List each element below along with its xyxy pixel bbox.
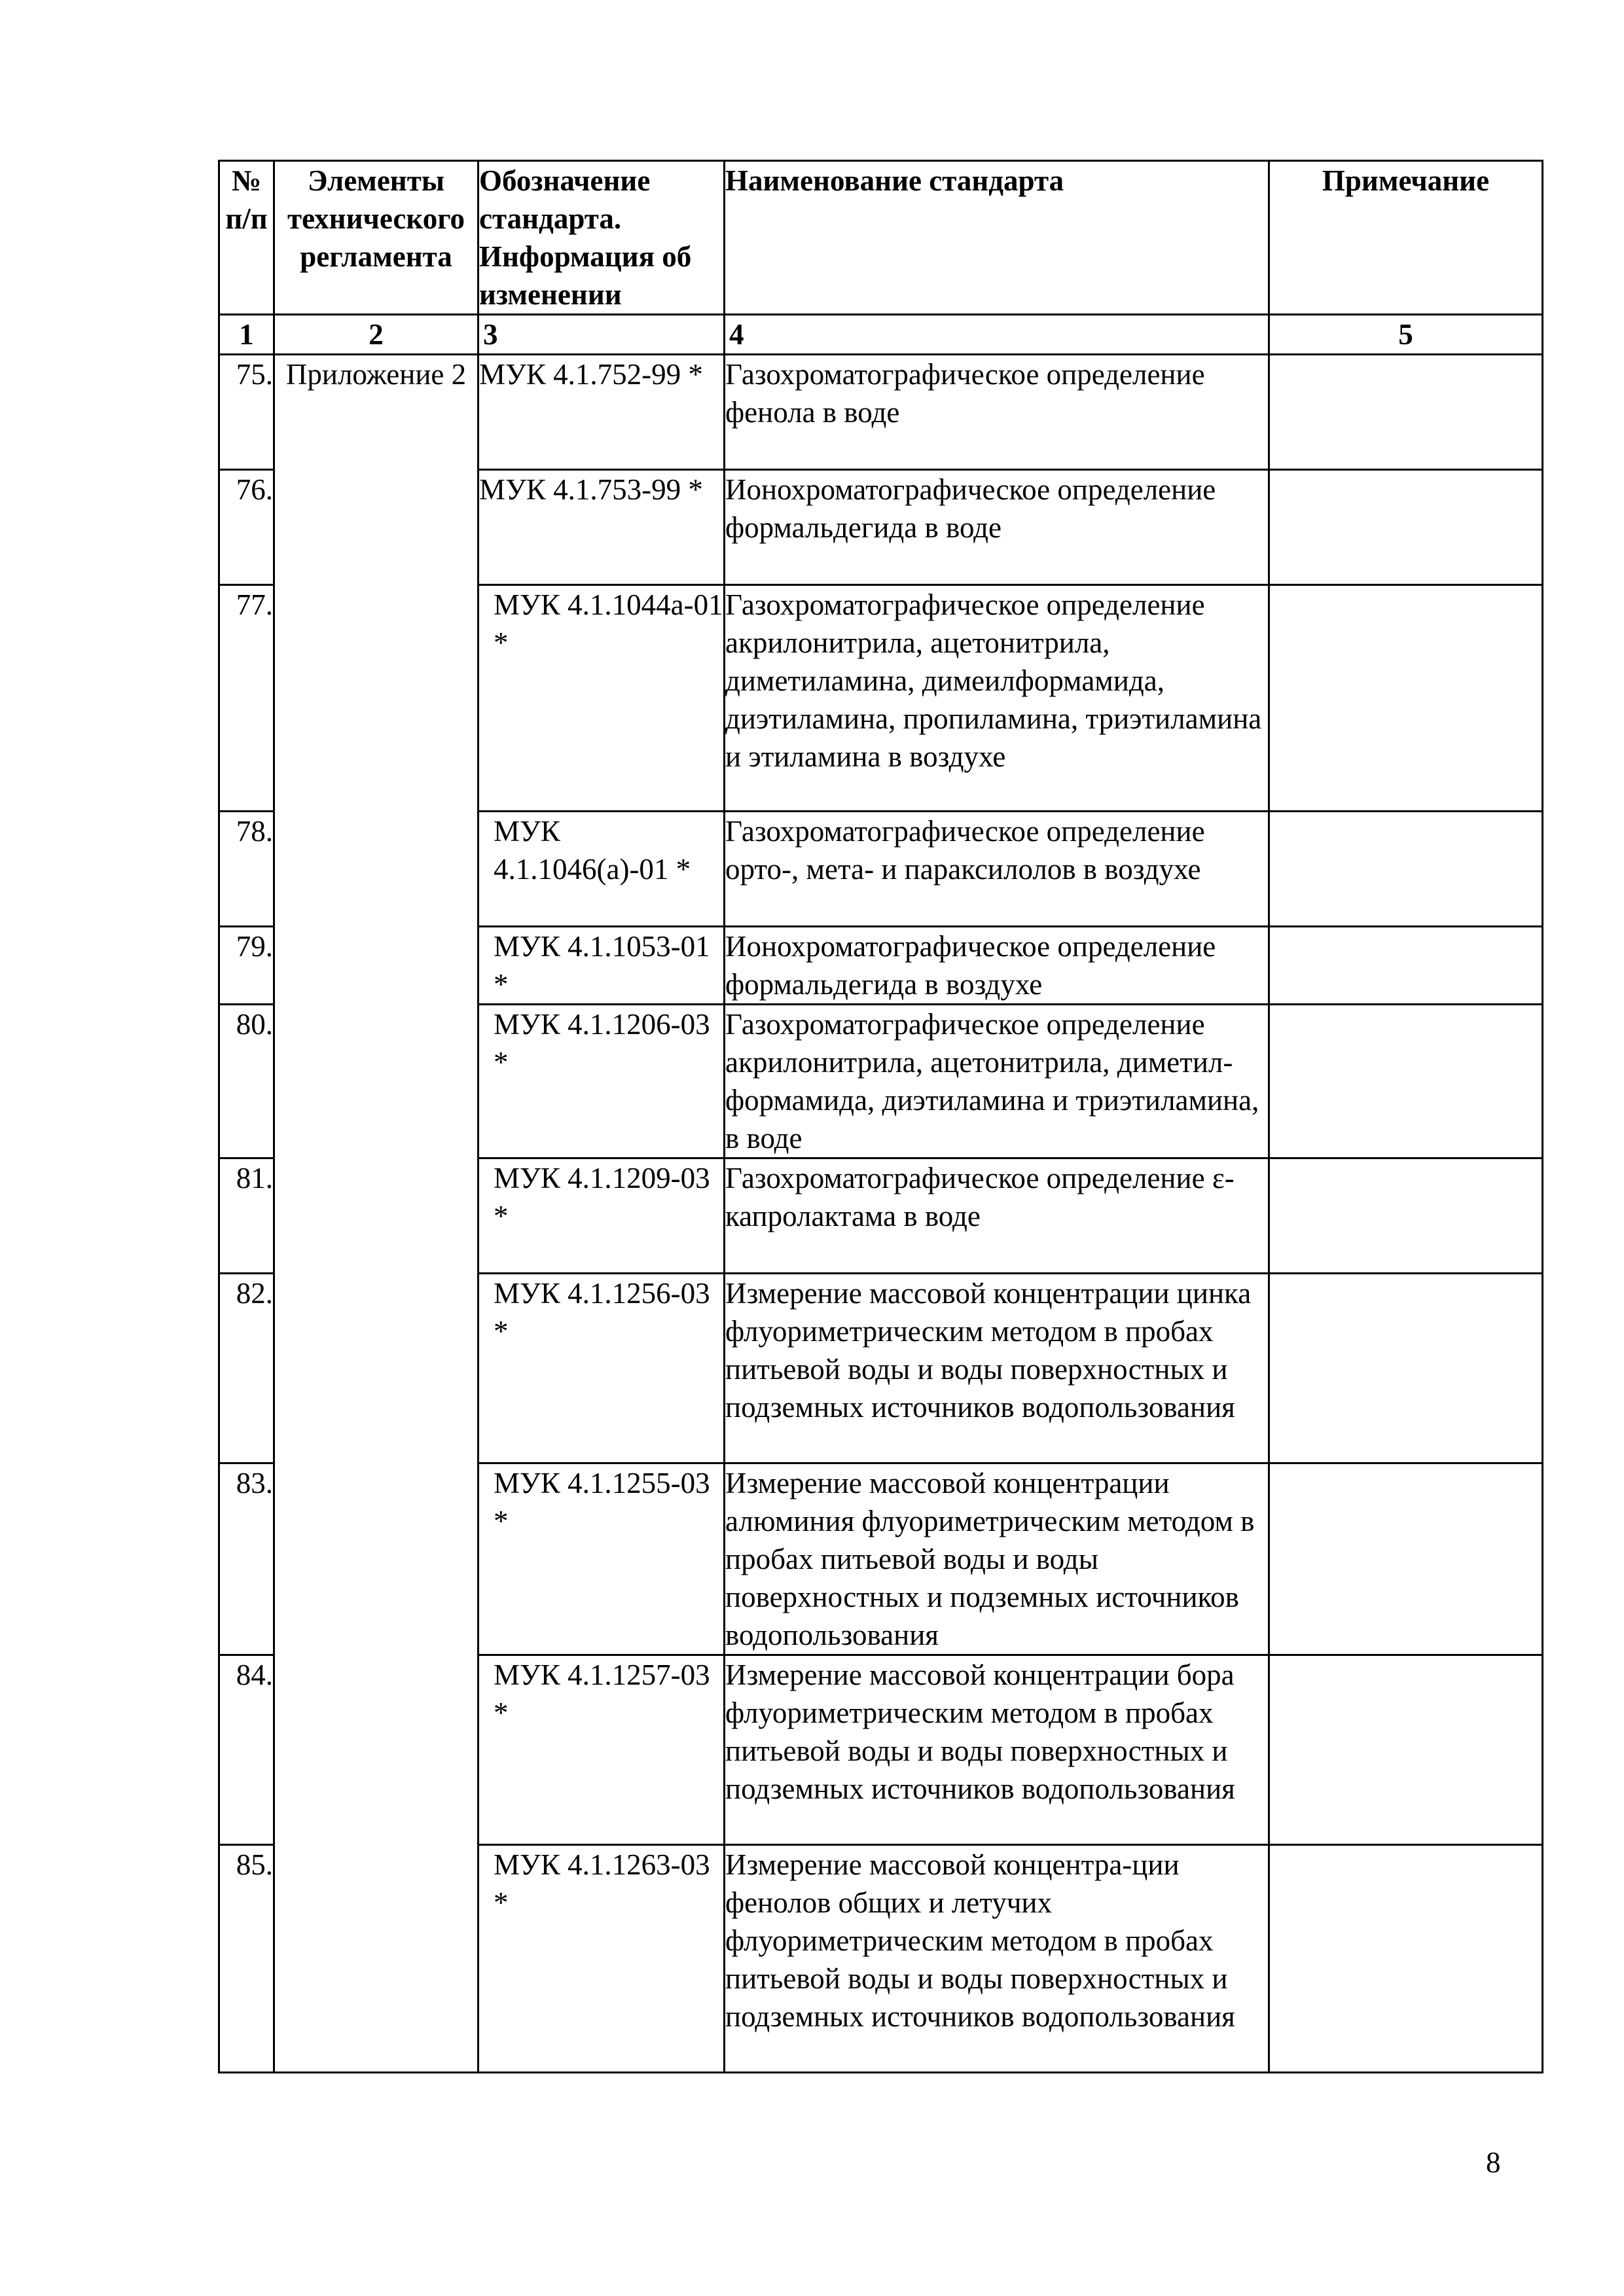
row-name: Ионохроматографическое определение формальдегида в воздухе	[725, 927, 1269, 1005]
header-designation: Обозначение стандарта. Информация об изменении	[478, 161, 725, 315]
row-note	[1269, 1655, 1543, 1845]
section-label: Приложение 2	[274, 355, 478, 2073]
row-name: Измерение массовой концентрации алюминия флуориметрическим методом в пробах питьевой воды и воды поверхностных и подземных источников водопользования	[725, 1463, 1269, 1655]
row-note	[1269, 1274, 1543, 1463]
row-designation: МУК 4.1.1206-03 *	[478, 1005, 725, 1158]
page-number: 8	[1486, 2146, 1501, 2179]
row-name: Газохроматографическое определение фенола в воде	[725, 355, 1269, 470]
row-name: Газохроматографическое определение акрилонитрила, ацетонитрила, диметил-формамида, диэтиламина и триэтиламина, в воде	[725, 1005, 1269, 1158]
column-index: 4	[725, 315, 1269, 355]
row-note	[1269, 355, 1543, 470]
row-num: 79.	[219, 927, 274, 1005]
header-elements: Элементы технического регламента	[274, 161, 478, 315]
header-note: Примечание	[1269, 161, 1543, 315]
row-note	[1269, 585, 1543, 812]
header-name: Наименование стандарта	[725, 161, 1269, 315]
row-num: 80.	[219, 1005, 274, 1158]
row-note	[1269, 470, 1543, 585]
row-num: 85.	[219, 1845, 274, 2073]
row-num: 82.	[219, 1274, 274, 1463]
table-header-row	[219, 161, 1543, 315]
header-num: № п/п	[219, 161, 274, 315]
row-designation: МУК 4.1.1053-01 *	[478, 927, 725, 1005]
row-num: 81.	[219, 1158, 274, 1274]
column-index-row	[219, 315, 1543, 355]
row-designation: МУК 4.1.753-99 *	[478, 470, 725, 585]
row-designation: МУК 4.1.1256-03 *	[478, 1274, 725, 1463]
row-designation: МУК 4.1.1209-03 *	[478, 1158, 725, 1274]
row-name: Измерение массовой концентрации бора флуориметрическим методом в пробах питьевой воды и воды поверхностных и подземных источников водопользования	[725, 1655, 1269, 1845]
column-index: 5	[1269, 315, 1543, 355]
column-index: 3	[478, 315, 725, 355]
standards-table	[218, 160, 1543, 2073]
column-index: 1	[219, 315, 274, 355]
row-note	[1269, 1158, 1543, 1274]
row-num: 75.	[219, 355, 274, 470]
row-name: Газохроматографическое определение акрилонитрила, ацетонитрила, диметиламина, димеилформамида, диэтиламина, пропиламина, триэтиламина и этиламина в воздухе	[725, 585, 1269, 812]
row-designation: МУК 4.1.1044а-01 *	[478, 585, 725, 812]
row-num: 77.	[219, 585, 274, 812]
row-designation: МУК 4.1.1046(а)-01 *	[478, 812, 725, 927]
row-note	[1269, 1463, 1543, 1655]
row-note	[1269, 812, 1543, 927]
row-name: Измерение массовой концентра-ции фенолов общих и летучих флуориметрическим методом в пробах питьевой воды и воды поверхностных и подземных источников водопользования	[725, 1845, 1269, 2073]
row-note	[1269, 1005, 1543, 1158]
row-num: 78.	[219, 812, 274, 927]
row-name: Газохроматографическое определение орто-, мета- и параксилолов в воздухе	[725, 812, 1269, 927]
row-num: 84.	[219, 1655, 274, 1845]
row-designation: МУК 4.1.1257-03 *	[478, 1655, 725, 1845]
row-designation: МУК 4.1.1263-03 *	[478, 1845, 725, 2073]
row-num: 83.	[219, 1463, 274, 1655]
row-name: Газохроматографическое определение ε-капролактама в воде	[725, 1158, 1269, 1274]
row-designation: МУК 4.1.1255-03 *	[478, 1463, 725, 1655]
row-name: Ионохроматографическое определение формальдегида в воде	[725, 470, 1269, 585]
row-num: 76.	[219, 470, 274, 585]
row-note	[1269, 927, 1543, 1005]
row-name: Измерение массовой концентрации цинка флуориметрическим методом в пробах питьевой воды и воды поверхностных и подземных источников водопользования	[725, 1274, 1269, 1463]
row-note	[1269, 1845, 1543, 2073]
column-index: 2	[274, 315, 478, 355]
table-row	[219, 355, 1543, 470]
row-designation: МУК 4.1.752-99 *	[478, 355, 725, 470]
